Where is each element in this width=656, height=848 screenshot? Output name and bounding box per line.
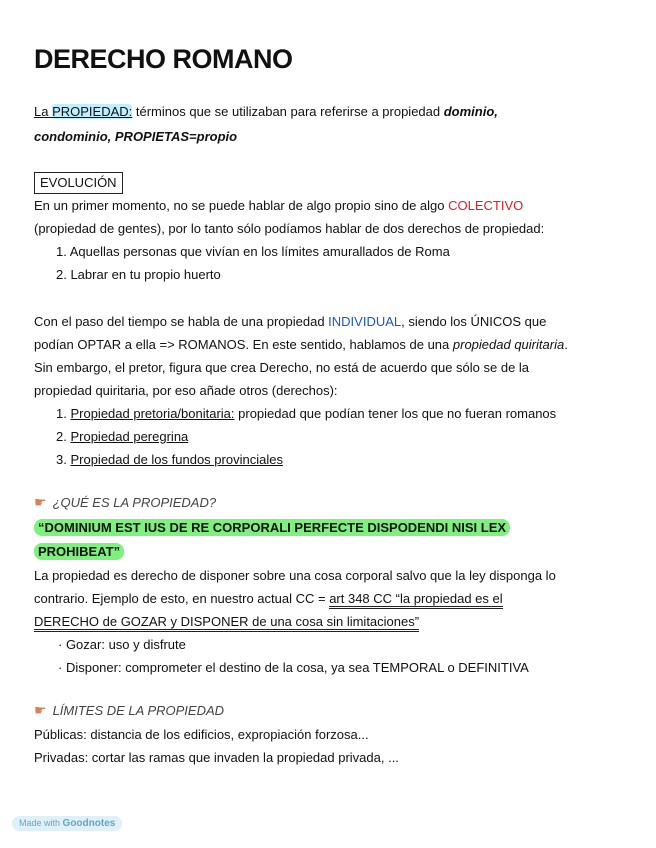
limites-line-1: Públicas: distancia de los edificios, expropiación forzosa... <box>34 727 369 742</box>
list1-item-1: 1. Aquellas personas que vivían en los límites amurallados de Roma <box>56 244 450 259</box>
list2-item-2 <box>34 425 188 448</box>
pointing-hand-icon: ☛ <box>34 494 47 510</box>
intro-prefix: La <box>34 104 53 119</box>
list2-item-1 <box>34 402 556 425</box>
intro-line-1 <box>34 100 498 123</box>
intro-text: términos que se utilizaban para referirse a propiedad <box>132 104 444 119</box>
que-es-bullet-1: · Gozar: uso y disfrute <box>58 637 186 652</box>
list2-num-3: 3. <box>56 452 71 467</box>
que-es-heading: ¿QUÉ ES LA PROPIEDAD? <box>52 495 217 510</box>
que-es-heading-row <box>34 491 216 514</box>
evolucion-p3-line2: propiedad quiritaria, por eso añade otros (derechos): <box>34 383 338 398</box>
intro-line-2: condominio, PROPIETAS=propio <box>34 129 238 144</box>
list1-item-2: 2. Labrar en tu propio huerto <box>56 267 221 282</box>
evolucion-p3-line1: Sin embargo, el pretor, figura que crea Derecho, no está de acuerdo que sólo se de la <box>34 360 530 375</box>
que-es-line-1: La propiedad es derecho de disponer sobre una cosa corporal salvo que la ley disponga lo <box>34 568 556 583</box>
evolucion-p1-a: En un primer momento, no se puede hablar de algo propio sino de algo <box>34 198 449 213</box>
evolucion-p2-b: , siendo los ÚNICOS que <box>401 314 547 329</box>
evolucion-p2-italic: propiedad quiritaria <box>452 337 565 352</box>
goodnotes-badge <box>12 816 122 831</box>
badge-made-with: Made with <box>19 818 61 828</box>
que-es-line-2-b: art 348 CC “la propiedad es el <box>329 591 502 609</box>
evolucion-p1-line2: (propiedad de gentes), por lo tanto sólo podíamos hablar de dos derechos de propiedad: <box>34 221 545 236</box>
list2-underlined-3: Propiedad de los fundos provinciales <box>70 452 283 467</box>
evolucion-box-row <box>34 171 123 194</box>
quote-highlight-2: PROHIBEAT” <box>34 543 124 560</box>
intro-italic-1: dominio, <box>443 104 498 119</box>
quote-line-2 <box>34 540 124 563</box>
limites-line-2: Privadas: cortar las ramas que invaden la propiedad privada, ... <box>34 750 399 765</box>
page-title: DERECHO ROMANO <box>34 44 293 74</box>
evolucion-p2-blue: INDIVIDUAL <box>328 314 402 329</box>
evolucion-p1-line1 <box>34 194 523 217</box>
evolucion-p2-line1 <box>34 310 546 333</box>
que-es-line-3-text: DERECHO de GOZAR y DISPONER de una cosa sin limitaciones” <box>34 614 419 632</box>
evolucion-p2-d: . <box>564 337 568 352</box>
list2-underlined-2: Propiedad peregrina <box>70 429 189 444</box>
evolucion-p2-a: Con el paso del tiempo se habla de una propiedad <box>34 314 329 329</box>
quote-line-1 <box>34 516 510 539</box>
intro-term: PROPIEDAD: <box>52 104 133 119</box>
que-es-line-2 <box>34 587 503 610</box>
que-es-line-3 <box>34 610 419 633</box>
quote-highlight-1: “DOMINIUM EST IUS DE RE CORPORALI PERFECTE DISPODENDI NISI LEX <box>34 519 510 536</box>
evolucion-p1-red: COLECTIVO <box>448 198 524 213</box>
list2-rest-1: propiedad que podían tener los que no fueran romanos <box>234 406 557 421</box>
evolucion-p2-c: podían OPTAR a ella => ROMANOS. En este sentido, hablamos de una <box>34 337 453 352</box>
pointing-hand-icon: ☛ <box>34 702 47 718</box>
list2-num-2: 2. <box>56 429 71 444</box>
evolucion-box-label: EVOLUCIÓN <box>34 172 123 194</box>
que-es-line-2-a: contrario. Ejemplo de esto, en nuestro actual CC = <box>34 591 330 606</box>
list2-num-1: 1. <box>56 406 71 421</box>
que-es-bullet-2: · Disponer: comprometer el destino de la cosa, ya sea TEMPORAL o DEFINITIVA <box>58 660 529 675</box>
list2-item-3 <box>34 448 283 471</box>
limites-heading-row <box>34 699 224 722</box>
badge-brand: Goodnotes <box>62 818 116 829</box>
list2-underlined-1: Propiedad pretoria/bonitaria: <box>70 406 235 421</box>
evolucion-p2-line2 <box>34 333 568 356</box>
limites-heading: LÍMITES DE LA PROPIEDAD <box>52 703 225 718</box>
